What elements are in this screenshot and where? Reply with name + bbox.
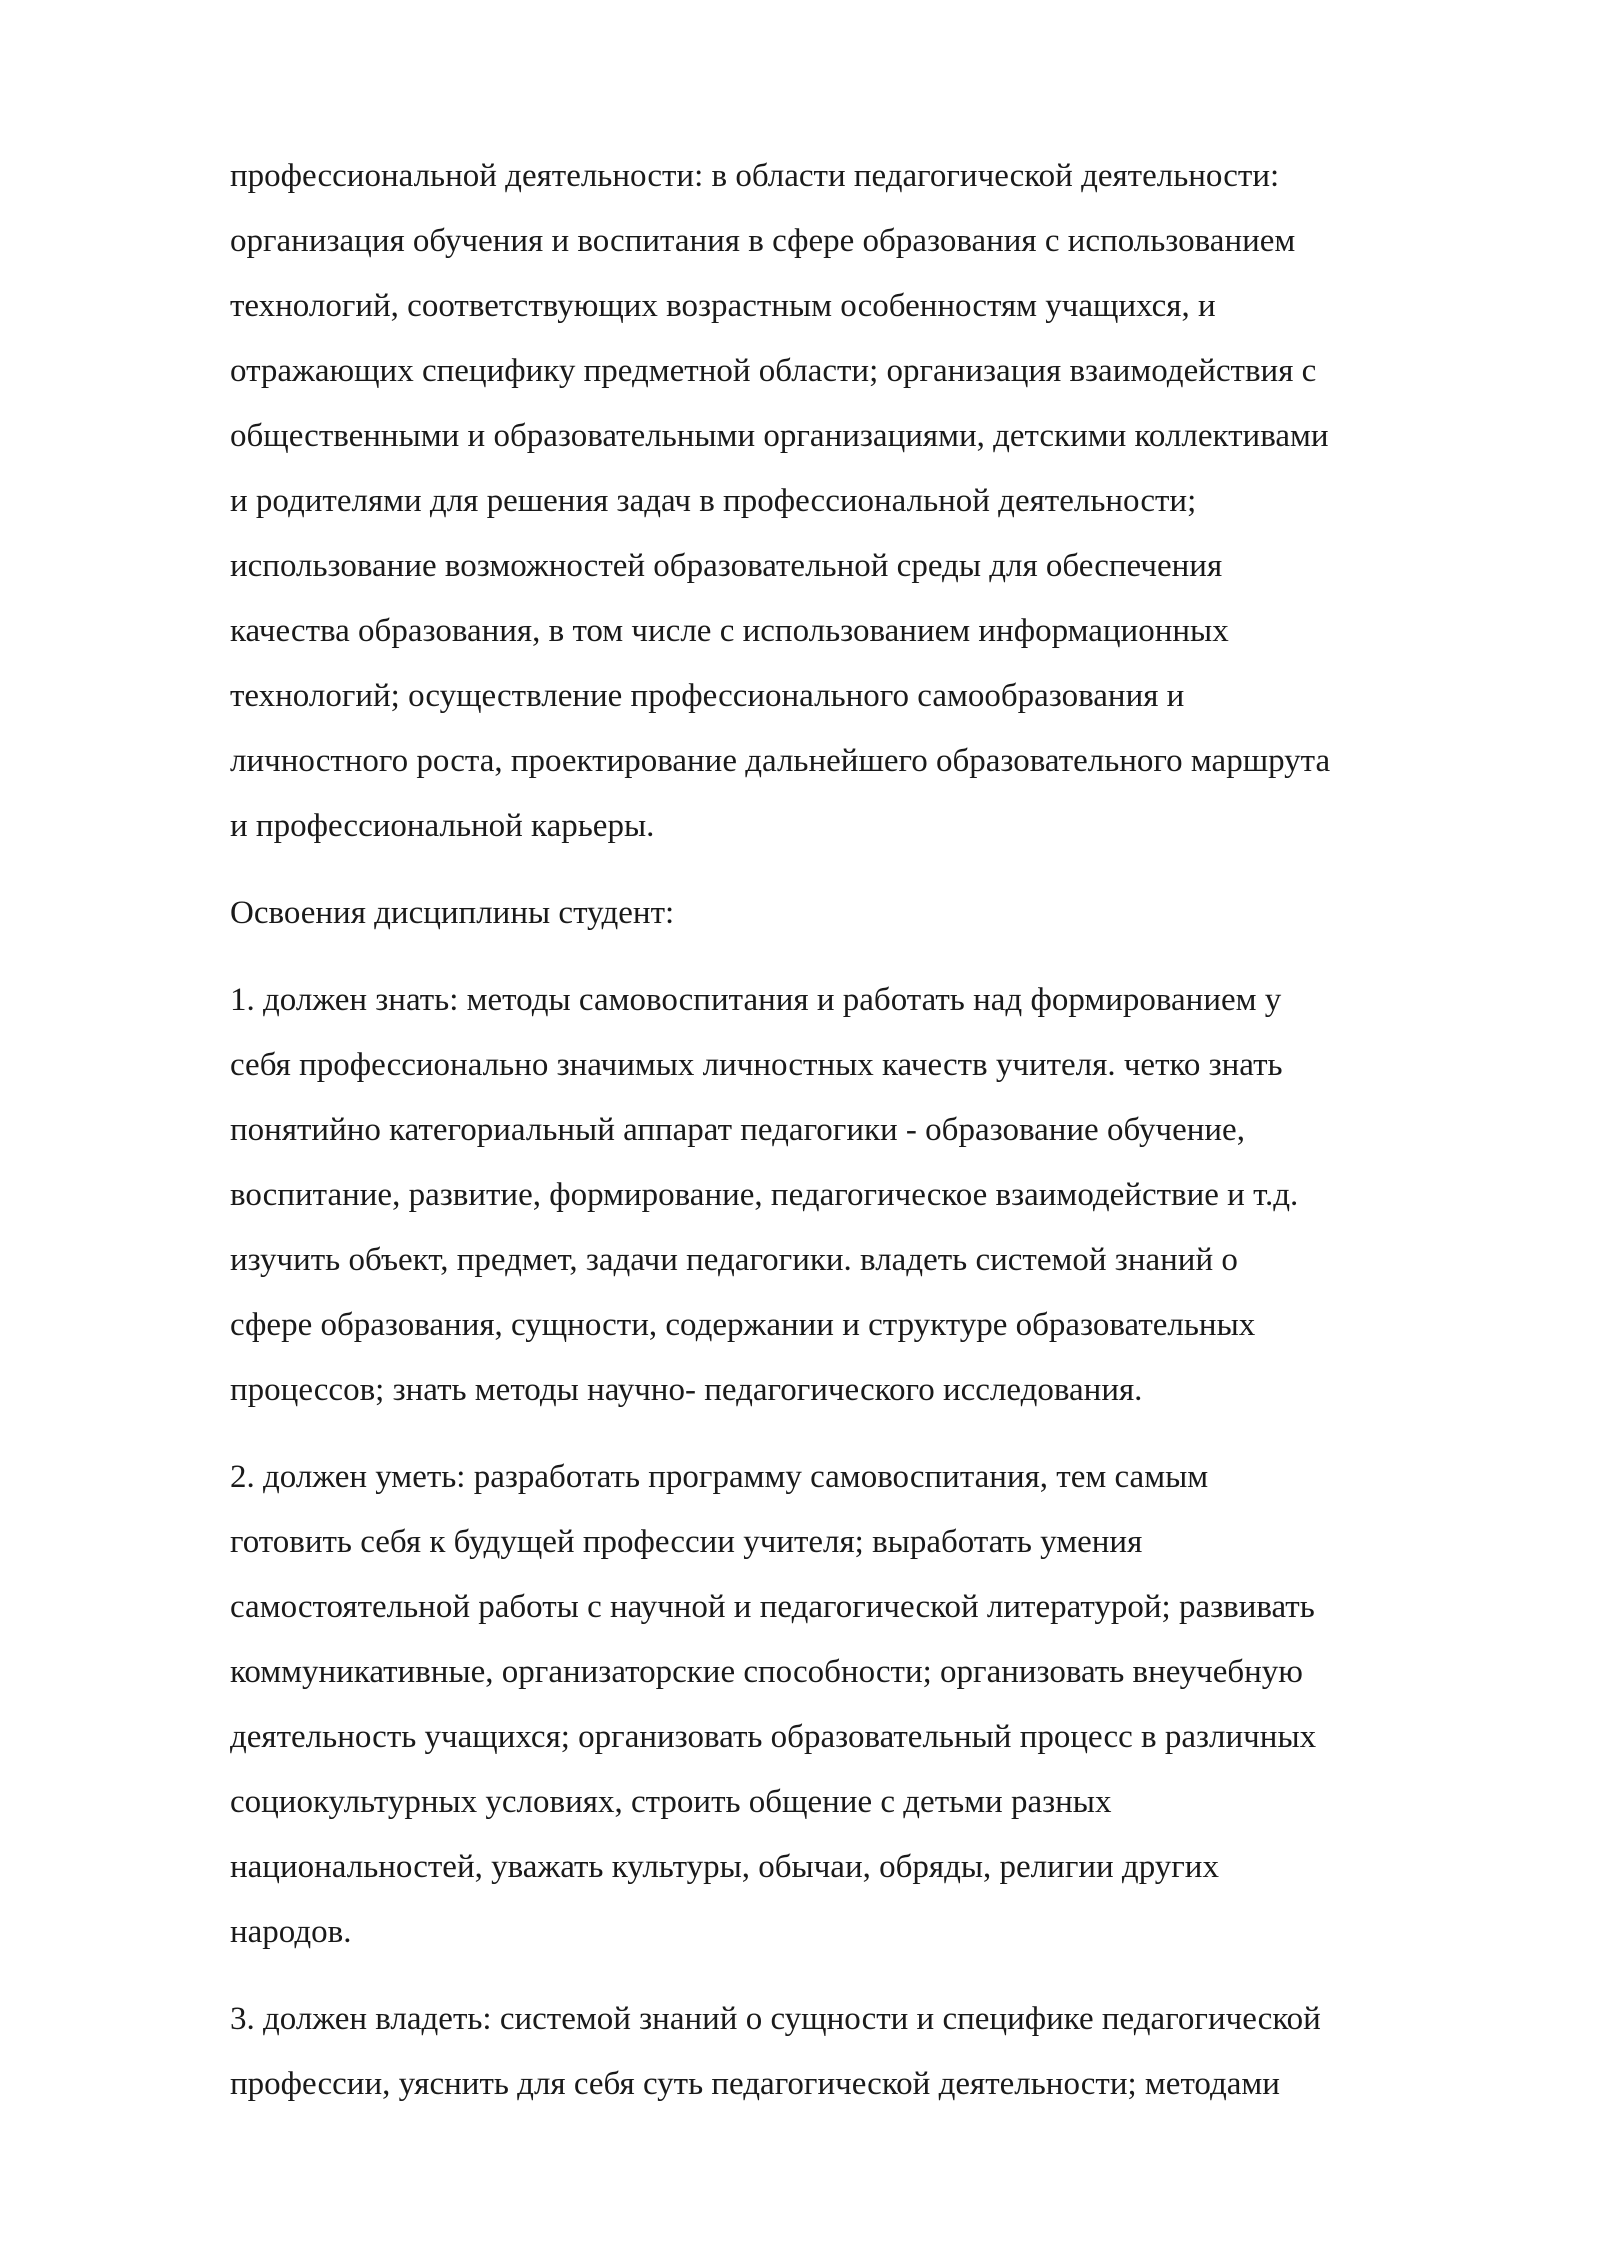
- paragraph-professional-activity: профессиональной деятельности: в области педагогической деятельности: организация обучения и воспитания в сфере образования с использованием технологий, соответствующих возрастным особенностям учащихся, и отражающих специфику предметной области; организация взаимодействия с общественными и образовательными организациями, детскими коллективами и родителями для решения задач в профессиональной деятельности; использование возможностей образовательной среды для обеспечения качества образования, в том числе с использованием информационных технологий; осуществление профессионального самообразования и личностного роста, проектирование дальнейшего образовательного маршрута и профессиональной карьеры.: [230, 158, 1331, 844]
- paragraph-must-be-able: 2. должен уметь: разработать программу самовоспитания, тем самым готовить себя к будущей профессии учителя; выработать умения самостоятельной работы с научной и педагогической литературой; развивать коммуникативные, организаторские способности; организовать внеучебную деятельность учащихся; организовать образовательный процесс в различных социокультурных условиях, строить общение с детьми разных национальностей, уважать культуры, обычаи, обряды, религии других народов.: [230, 1459, 1317, 1950]
- paragraph-must-master: 3. должен владеть: системой знаний о сущности и специфике педагогической профессии, уяснить для себя суть педагогической деятельности; методами: [230, 2001, 1321, 2102]
- paragraph-must-know: 1. должен знать: методы самовоспитания и работать над формированием у себя профессионально значимых личностных качеств учителя. четко знать понятийно категориальный аппарат педагогики - образование обучение, воспитание, развитие, формирование, педагогическое взаимодействие и т.д. изучить объект, предмет, задачи педагогики. владеть системой знаний о сфере образования, сущности, содержании и структуре образовательных процессов; знать методы научно- педагогического исследования.: [230, 982, 1299, 1408]
- document-body: [230, 144, 1500, 2117]
- paragraph-mastery-heading: Освоения дисциплины студент:: [230, 895, 675, 931]
